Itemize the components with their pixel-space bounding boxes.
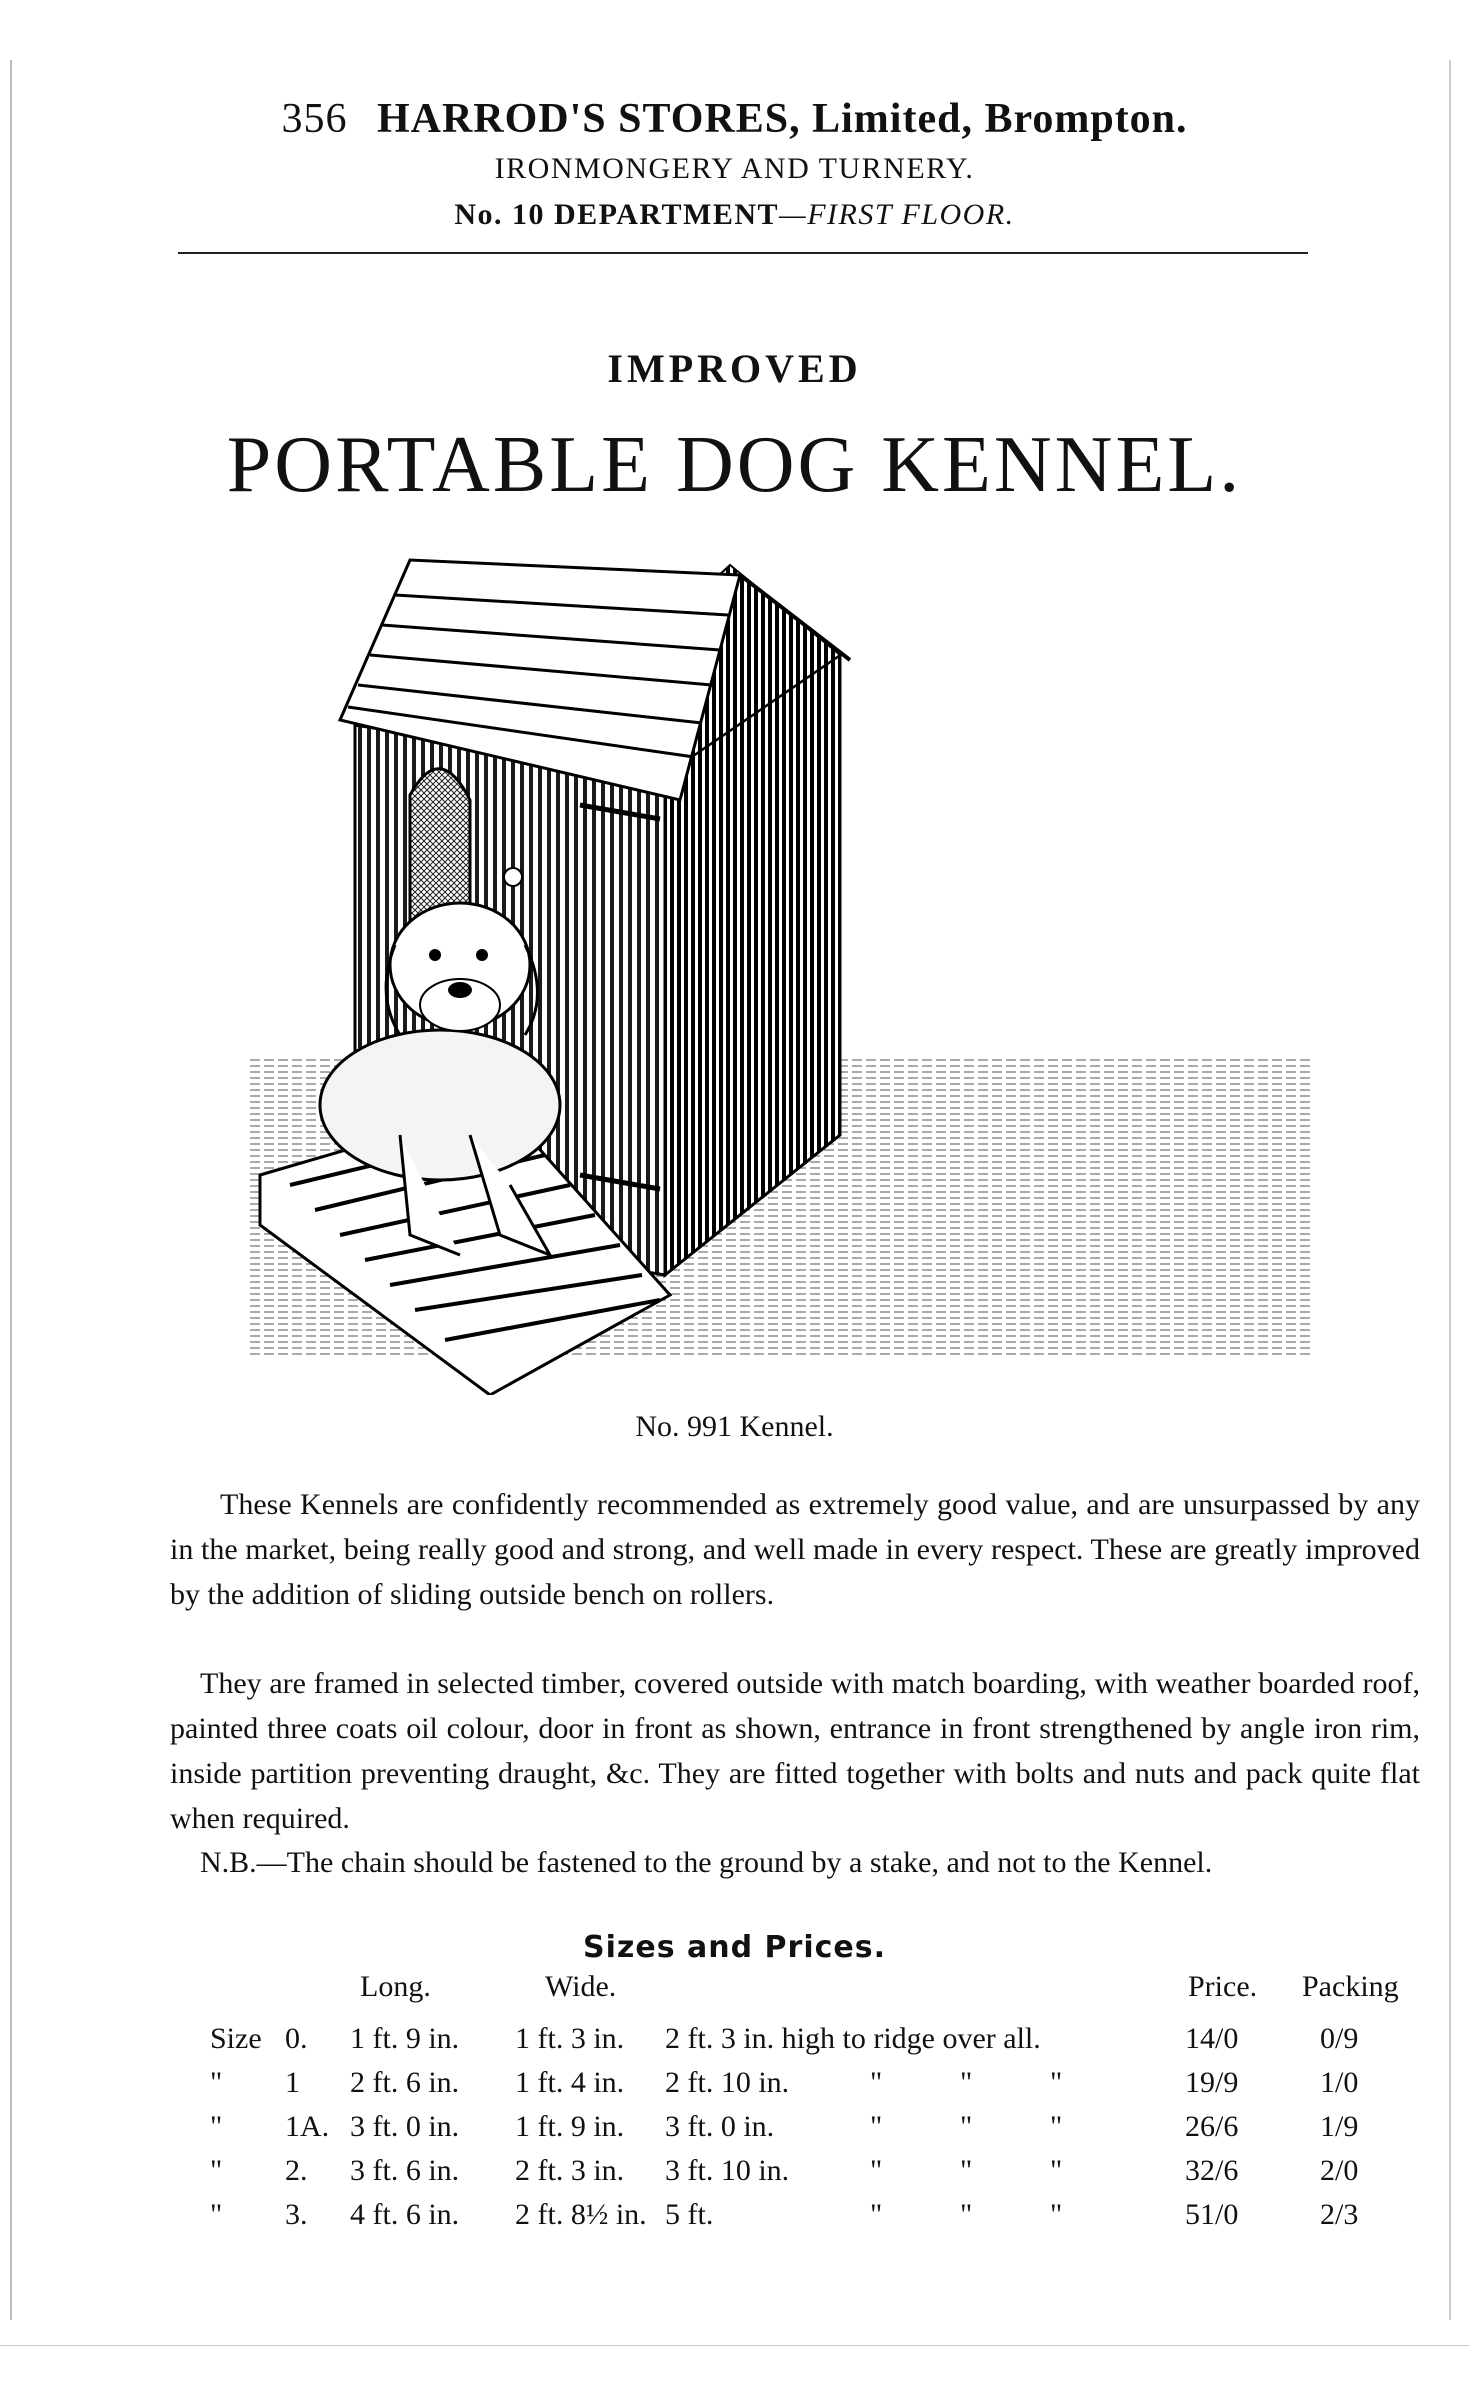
note-paragraph: N.B.—The chain should be fastened to the ground by a stake, and not to the Kennel. — [200, 1846, 1213, 1879]
cell-d3: " — [1050, 2154, 1063, 2187]
price-table-title: Sizes and Prices. — [583, 1930, 886, 1965]
cell-price: 14/0 — [1185, 2022, 1239, 2055]
cell-d2: " — [960, 2066, 973, 2099]
door-bolt-icon — [504, 868, 522, 886]
cell-label: Size — [210, 2022, 262, 2055]
table-row — [210, 2110, 1430, 2152]
product-title: PORTABLE DOG KENNEL. — [226, 421, 1243, 509]
cell-label: " — [210, 2110, 223, 2143]
cell-size: 3. — [285, 2198, 308, 2231]
cell-d1: " — [870, 2198, 883, 2231]
cell-label: " — [210, 2066, 223, 2099]
header-long: Long. — [360, 1970, 431, 2003]
cell-price: 26/6 — [1185, 2110, 1239, 2143]
table-row — [210, 2066, 1430, 2108]
table-row — [210, 2198, 1430, 2240]
page-edge-bottom — [0, 2345, 1469, 2346]
cell-size: 0. — [285, 2022, 308, 2055]
cell-packing: 1/0 — [1320, 2066, 1359, 2099]
cell-price: 19/9 — [1185, 2066, 1239, 2099]
cell-long: 4 ft. 6 in. — [350, 2198, 460, 2231]
cell-d2: " — [960, 2110, 973, 2143]
cell-wide: 2 ft. 3 in. — [515, 2154, 625, 2187]
cell-d2: " — [960, 2154, 973, 2187]
section-heading: IRONMONGERY AND TURNERY. — [494, 152, 975, 185]
cell-high: 2 ft. 10 in. — [665, 2066, 790, 2099]
cell-d1: " — [870, 2154, 883, 2187]
cell-wide: 1 ft. 4 in. — [515, 2066, 625, 2099]
page-edge-left — [10, 60, 12, 2320]
cell-high: 3 ft. 0 in. — [665, 2110, 775, 2143]
cell-packing: 2/0 — [1320, 2154, 1359, 2187]
department-heading — [0, 198, 1469, 232]
cell-price: 32/6 — [1185, 2154, 1239, 2187]
running-header — [0, 95, 1469, 143]
cell-label: " — [210, 2154, 223, 2187]
cell-d1: " — [870, 2066, 883, 2099]
cell-d3: " — [1050, 2198, 1063, 2231]
table-row — [210, 2022, 1430, 2064]
table-row — [210, 2154, 1430, 2196]
cell-size: 2. — [285, 2154, 308, 2187]
cell-d3: " — [1050, 2066, 1063, 2099]
header-wide: Wide. — [545, 1970, 617, 2003]
cell-price: 51/0 — [1185, 2198, 1239, 2231]
cell-wide: 2 ft. 8½ in. — [515, 2198, 647, 2231]
cell-high: 2 ft. 3 in. high to ridge over all. — [665, 2022, 1041, 2055]
cell-high: 5 ft. — [665, 2198, 714, 2231]
cell-d2: " — [960, 2198, 973, 2231]
header-price: Price. — [1188, 1970, 1258, 2003]
cell-wide: 1 ft. 3 in. — [515, 2022, 625, 2055]
cell-d1: " — [870, 2110, 883, 2143]
cell-size: 1A. — [285, 2110, 330, 2143]
cell-packing: 2/3 — [1320, 2198, 1359, 2231]
cell-long: 3 ft. 0 in. — [350, 2110, 460, 2143]
cell-label: " — [210, 2198, 223, 2231]
page-edge-right — [1449, 60, 1451, 2320]
product-kicker: IMPROVED — [607, 346, 862, 391]
description-paragraph-1: These Kennels are confidently recommended as extremely good value, and are unsurpassed by any in the market, being really good and strong, and well made in every respect. These are greatly improved by the addition of sliding outside bench on rollers. — [170, 1488, 1420, 1611]
cell-wide: 1 ft. 9 in. — [515, 2110, 625, 2143]
table-header-row — [210, 1970, 1430, 2012]
cell-long: 3 ft. 6 in. — [350, 2154, 460, 2187]
cell-size: 1 — [285, 2066, 300, 2099]
illustration-caption: No. 991 Kennel. — [635, 1410, 834, 1443]
cell-long: 1 ft. 9 in. — [350, 2022, 460, 2055]
cell-long: 2 ft. 6 in. — [350, 2066, 460, 2099]
header-rule — [178, 252, 1308, 254]
cell-packing: 1/9 — [1320, 2110, 1359, 2143]
department-floor: —FIRST FLOOR. — [779, 198, 1015, 231]
page-number: 356 — [281, 96, 348, 142]
header-packing: Packing — [1302, 1970, 1399, 2003]
cell-packing: 0/9 — [1320, 2022, 1359, 2055]
cell-d3: " — [1050, 2110, 1063, 2143]
cell-high: 3 ft. 10 in. — [665, 2154, 790, 2187]
department-number: No. 10 DEPARTMENT — [454, 198, 780, 231]
kennel-illustration — [250, 535, 1330, 1395]
store-name: HARROD'S STORES, Limited, Brompton. — [376, 96, 1188, 142]
description-paragraph-2: They are framed in selected timber, covered outside with match boarding, with weather boarded roof, painted three coats oil colour, door in front as shown, entrance in front strengthened by angle iron rim, inside partition preventing draught, &c. They are fitted together with bolts and nuts and pack quite flat when required. — [170, 1667, 1420, 1835]
